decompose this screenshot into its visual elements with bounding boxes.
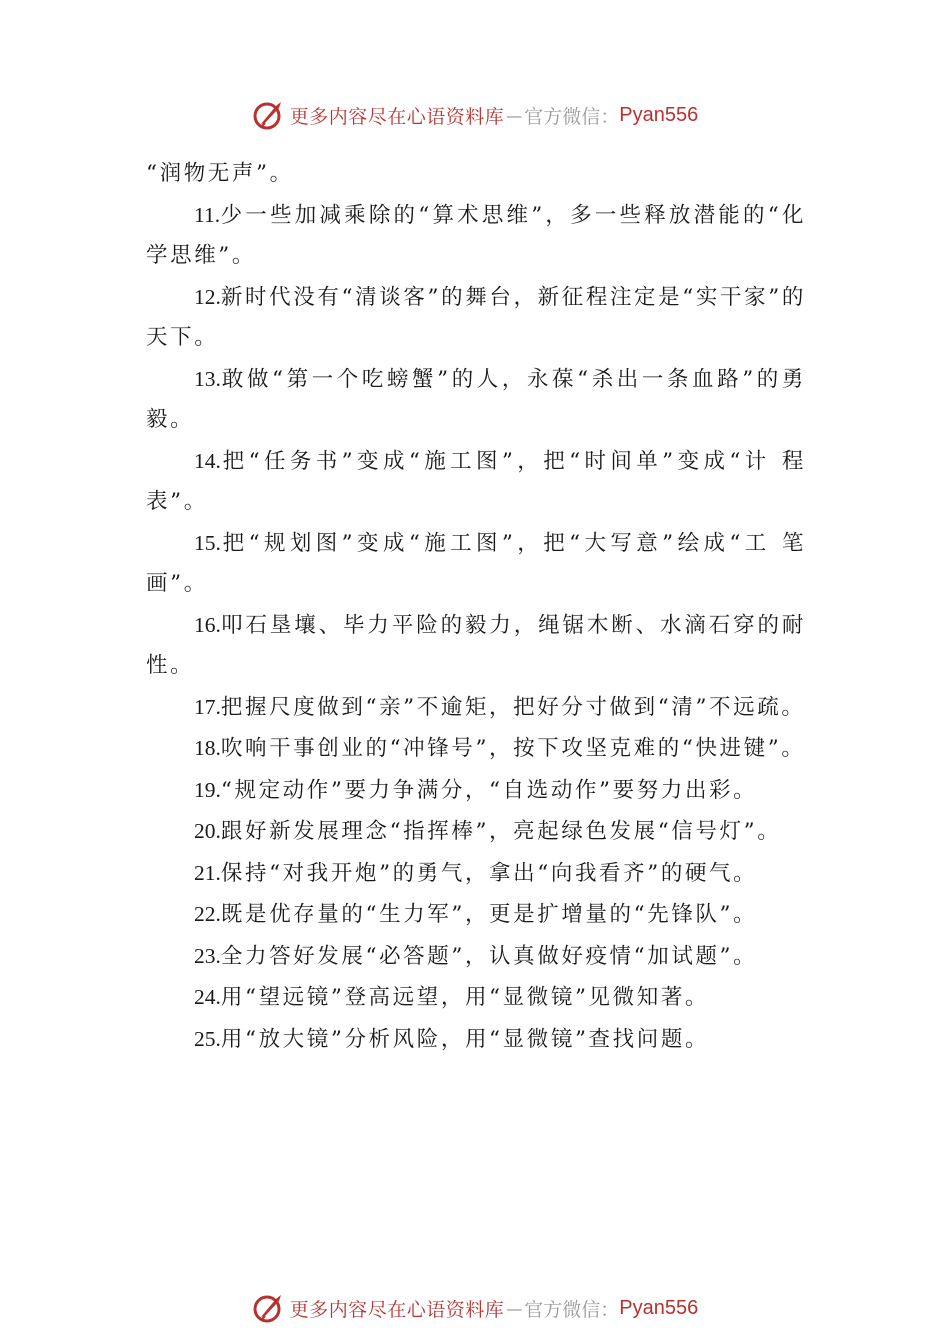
item-text: 用“放大镜”分析风险，用“显微镜”查找问题。 <box>220 1026 710 1052</box>
item-number: 12. <box>194 284 221 309</box>
list-item <box>146 936 806 978</box>
list-item <box>146 894 806 936</box>
header-wechat-id: Pyan556 <box>619 103 699 126</box>
item-text: 全力答好发展“必答题”，认真做好疫情“加试题”。 <box>220 943 758 969</box>
list-item <box>146 359 806 441</box>
item-number: 16. <box>194 612 221 637</box>
item-number: 18. <box>194 736 221 760</box>
paragraph-continuation <box>146 154 806 195</box>
item-text: 保持“对我开炮”的勇气，拿出“向我看齐”的硬气。 <box>220 860 758 886</box>
header-dash: — <box>506 105 523 125</box>
item-text: 吹响干事创业的“冲锋号”，按下攻坚克难的“快进键”。 <box>220 736 806 761</box>
item-number: 25. <box>194 1026 221 1051</box>
item-text: 既是优存量的“生力军”，更是扩增量的“先锋队”。 <box>220 902 758 927</box>
list-item <box>146 853 806 895</box>
list-item <box>146 195 806 277</box>
document-body <box>146 154 806 1060</box>
item-text: 新时代没有“清谈客”的舞台，新征程注定是“实干家”的天下。 <box>146 284 806 350</box>
list-item <box>146 770 806 812</box>
quill-logo-icon <box>252 98 286 132</box>
quill-logo-icon <box>252 1291 286 1325</box>
item-number: 19. <box>194 777 221 802</box>
paragraph-text: “润物无声”。 <box>146 161 294 186</box>
item-number: 17. <box>194 694 221 719</box>
item-text: 用“望远镜”登高远望，用“显微镜”见微知著。 <box>220 985 710 1010</box>
header-subtitle: 官方微信： <box>524 105 620 128</box>
item-number: 20. <box>194 819 221 843</box>
item-number: 22. <box>194 902 221 926</box>
footer-brand: 更多内容尽在心语资料库 <box>289 1298 505 1321</box>
item-text: 把“规划图”变成“施工图”，把“大写意”绘成“工 笔画”。 <box>146 530 806 596</box>
item-text: 把“任务书”变成“施工图”，把“时间单”变成“计 程表”。 <box>146 448 806 514</box>
footer-subtitle: 官方微信： <box>524 1298 620 1321</box>
list-item <box>146 811 806 853</box>
list-item <box>146 605 806 687</box>
list-item <box>146 977 806 1019</box>
footer-wechat-id: Pyan556 <box>619 1296 699 1319</box>
header-banner <box>0 95 950 135</box>
list-item <box>146 687 806 729</box>
item-number: 11. <box>194 202 221 227</box>
list-item <box>146 728 806 770</box>
item-text: 把握尺度做到“亲”不逾矩，把好分寸做到“清”不远疏。 <box>220 694 806 720</box>
item-text: 少一些加减乘除的“算术思维”，多一些释放潜能的“化学思维”。 <box>146 202 806 268</box>
item-number: 15. <box>194 530 221 555</box>
item-number: 13. <box>194 366 221 391</box>
item-text: 跟好新发展理念“指挥棒”，亮起绿色发展“信号灯”。 <box>220 819 782 844</box>
item-number: 21. <box>194 860 221 885</box>
footer-banner <box>0 1288 950 1328</box>
item-number: 14. <box>194 448 221 473</box>
header-brand: 更多内容尽在心语资料库 <box>289 105 505 128</box>
list-item <box>146 523 806 605</box>
list-item <box>146 1019 806 1061</box>
item-number: 23. <box>194 943 221 968</box>
item-text: 叩石垦壤、毕力平险的毅力，绳锯木断、水滴石穿的耐性。 <box>146 612 806 678</box>
item-number: 24. <box>194 985 221 1009</box>
item-text: 敢做“第一个吃螃蟹”的人，永葆“杀出一条血路”的勇毅。 <box>146 366 806 432</box>
list-item <box>146 277 806 359</box>
item-text: “规定动作”要力争满分，“自选动作”要努力出彩。 <box>220 777 758 803</box>
list-item <box>146 441 806 523</box>
footer-dash: — <box>506 1298 523 1318</box>
